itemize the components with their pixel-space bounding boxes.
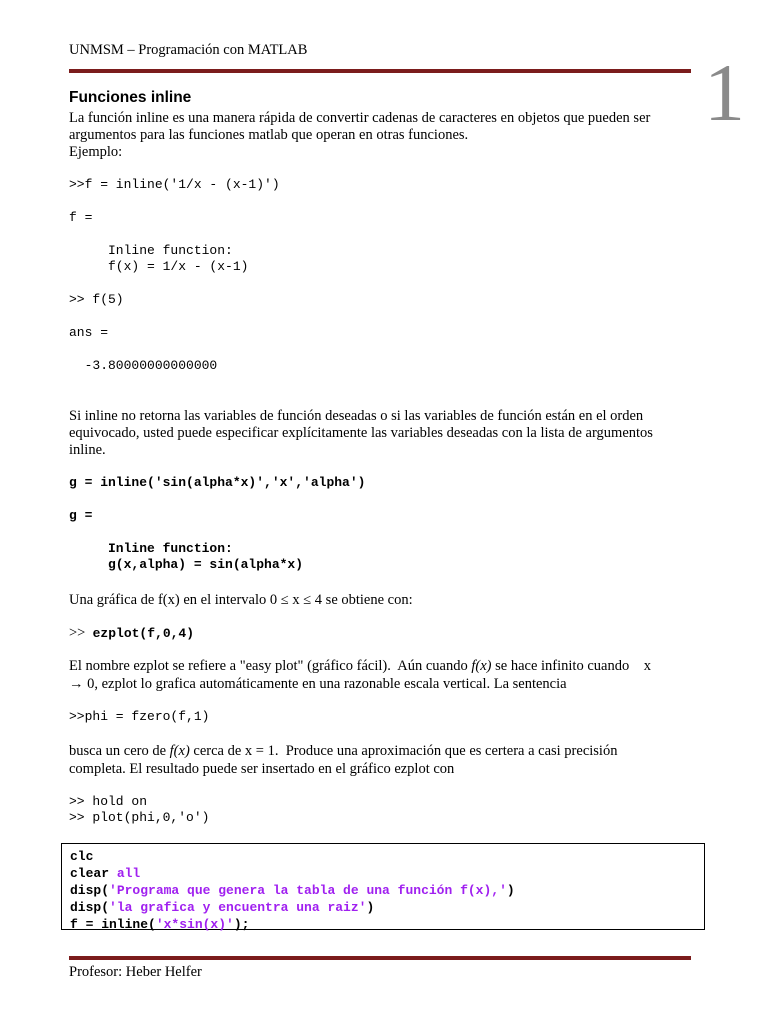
matlab-script-box: [61, 843, 705, 930]
script-line-clear: clear all: [70, 866, 141, 881]
intro-line-2: argumentos para las funciones matlab que operan en otras funciones.: [69, 127, 469, 143]
footer-text: Profesor: Heber Helfer: [69, 964, 202, 980]
code-output-f: f =: [69, 210, 93, 225]
para2-line-2: equivocado, usted puede especificar explícitamente las variables deseadas con la lista de argumentos: [69, 425, 653, 441]
script-line-inline: f = inline('x*sin(x)');: [70, 917, 250, 932]
code-inline-g-cmd: g = inline('sin(alpha*x)','x','alpha'): [69, 475, 366, 490]
section-heading: Funciones inline: [69, 89, 192, 106]
para5-line-1-a: busca un cero de: [69, 743, 170, 759]
code-output-g: g =: [69, 508, 93, 523]
para2-line-1: Si inline no retorna las variables de función deseadas o si las variables de función están en el orden: [69, 408, 644, 424]
intro-line-3: Ejemplo:: [69, 144, 123, 160]
script-line-disp-1: disp('Programa que genera la tabla de una función f(x),'): [70, 883, 515, 898]
code-output-inline-def: f(x) = 1/x - (x-1): [69, 259, 249, 274]
header-rule: [69, 69, 691, 73]
code-hold-on: >> hold on: [69, 794, 148, 809]
header-title: UNMSM – Programación con MATLAB: [69, 42, 308, 58]
code-plot-phi: >> plot(phi,0,'o'): [69, 810, 210, 825]
code-output-g-def: g(x,alpha) = sin(alpha*x): [69, 557, 304, 572]
para4-line-1-b: se hace infinito cuando x: [491, 658, 651, 674]
code-ans-value: -3.80000000000000: [69, 358, 218, 373]
page-number: 1: [704, 47, 745, 138]
ezplot-cmd: ezplot(f,0,4): [92, 626, 195, 641]
code-output-g-label: Inline function:: [69, 541, 233, 556]
code-fzero-cmd: >>phi = fzero(f,1): [69, 709, 210, 724]
code-inline-cmd: >>f = inline('1/x - (x-1)'): [69, 177, 280, 192]
para4-line-1: [69, 658, 699, 675]
code-output-inline-label: Inline function:: [69, 243, 233, 258]
para5-line-2: completa. El resultado puede ser insertado en el gráfico ezplot con: [69, 761, 455, 777]
para3-text: Una gráfica de f(x) en el intervalo 0 ≤ x ≤ 4 se obtiene con:: [69, 592, 413, 608]
code-ezplot: [69, 625, 699, 642]
para5-line-1: [69, 743, 699, 760]
para5-line-1-b: cerca de x = 1. Produce una aproximación que es certera a casi precisión: [189, 743, 618, 759]
intro-line-1: La función inline es una manera rápida de convertir cadenas de caracteres en objetos que pueden ser: [69, 110, 651, 126]
para4-line-2: → 0, ezplot lo grafica automáticamente en una razonable escala vertical. La sentencia: [69, 676, 567, 692]
para5-fx: f(x): [169, 743, 190, 759]
script-line-disp-2: disp('la grafica y encuentra una raiz'): [70, 900, 375, 915]
para4-fx: f(x): [471, 658, 492, 674]
prompt-symbol: >>: [69, 625, 86, 641]
script-line-clc: clc: [70, 849, 94, 864]
code-ans-label: ans =: [69, 325, 109, 340]
para2-line-3: inline.: [69, 442, 106, 458]
footer-rule: [69, 956, 691, 960]
code-f5-cmd: >> f(5): [69, 292, 124, 307]
para4-line-1-a: El nombre ezplot se refiere a "easy plot" (gráfico fácil). Aún cuando: [69, 658, 472, 674]
